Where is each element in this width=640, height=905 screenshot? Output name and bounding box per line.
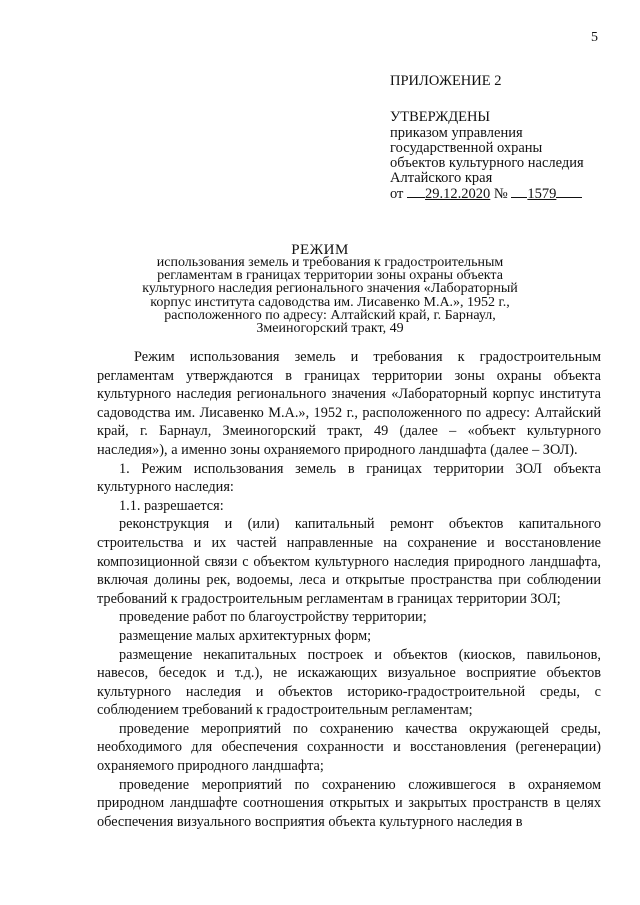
subtitle-line: корпус института садоводства им. Лисавенко М.А.», 1952 г., <box>150 294 510 310</box>
approval-line: объектов культурного наследия <box>390 155 584 171</box>
paragraph-item: размещение малых архитектурных форм; <box>119 627 372 644</box>
number-sign: № <box>493 186 508 202</box>
paragraph-intro: Режим использования земель и требования к градостроительным регламентам утверждаются в границах территории зоны охраны объекта культурного наследия регионального значения «Лабораторный корпус института садоводства им. Лисавенко М.А.», 1952 г., расположенного по адресу: Алтайский край, г. Барнаул, Змеиногорский тракт, 49 (далее – «объект культурного наследия»), а именно зоны охраняемого природного ландшафта (далее – ЗОЛ). <box>97 349 601 458</box>
order-number: 1579 <box>527 186 557 202</box>
approval-line: государственной охраны <box>390 140 543 156</box>
paragraph-item: реконструкция и (или) капитальный ремонт объектов капитального строительства и их частей направленные на сохранение и восстановление композиционной связи с объектом культурного наследия природного ландшафта, включая долины рек, водоемы, леса и открытые пространства при соблюдении требований к градостроительным регламентам в границах территории ЗОЛ; <box>97 516 601 607</box>
regime-title: РЕЖИМ <box>291 242 349 258</box>
appendix-label: ПРИЛОЖЕНИЕ 2 <box>390 73 502 89</box>
regime-subtitle <box>140 256 520 335</box>
paragraph-item: размещение некапитальных построек и объектов (киосков, павильонов, навесов, беседок и т.д.), не искажающих визуальное восприятие объектов культурного наследия и объектов историко-градостроительной среды, с соблюдением требований к градостроительным регламентам; <box>97 646 601 719</box>
subtitle-line: Змеиногорский тракт, 49 <box>256 321 404 337</box>
subtitle-line: расположенного по адресу: Алтайский край, г. Барнаул, <box>164 307 496 323</box>
paragraph-item: проведение мероприятий по сохранению качества окружающей среды, необходимого для обеспечения сохранности и восстановления (регенерации) охраняемого природного ландшафта; <box>97 720 601 775</box>
page-number: 5 <box>591 30 598 45</box>
blank-line <box>407 186 425 198</box>
from-label: от <box>390 186 404 202</box>
subtitle-line: использования земель и требования к градостроительным <box>156 255 504 270</box>
order-date: 29.12.2020 <box>425 186 491 202</box>
blank-line <box>511 186 527 198</box>
subtitle-line: культурного наследия регионального значения «Лабораторный <box>142 281 518 297</box>
document-body <box>97 348 601 831</box>
paragraph-section-1-1: 1.1. разрешается: <box>119 497 224 514</box>
subtitle-line: регламентам в границах территории зоны охраны объекта <box>157 268 503 284</box>
paragraph-item: проведение работ по благоустройству территории; <box>119 609 427 626</box>
approval-block <box>390 110 584 202</box>
approval-title: УТВЕРЖДЕНЫ <box>390 109 491 125</box>
paragraph-section-1: 1. Режим использования земель в границах территории ЗОЛ объекта культурного наследия: <box>97 460 601 496</box>
paragraph-item: проведение мероприятий по сохранению сложившегося в охраняемом природном ландшафте соотношения открытых и закрытых пространств в целях обеспечения визуального восприятия объекта культурного наследия в <box>97 776 601 830</box>
order-date-number <box>390 186 584 202</box>
blank-line <box>556 186 582 198</box>
approval-line: приказом управления <box>390 125 523 141</box>
approval-line: Алтайского края <box>390 170 493 186</box>
